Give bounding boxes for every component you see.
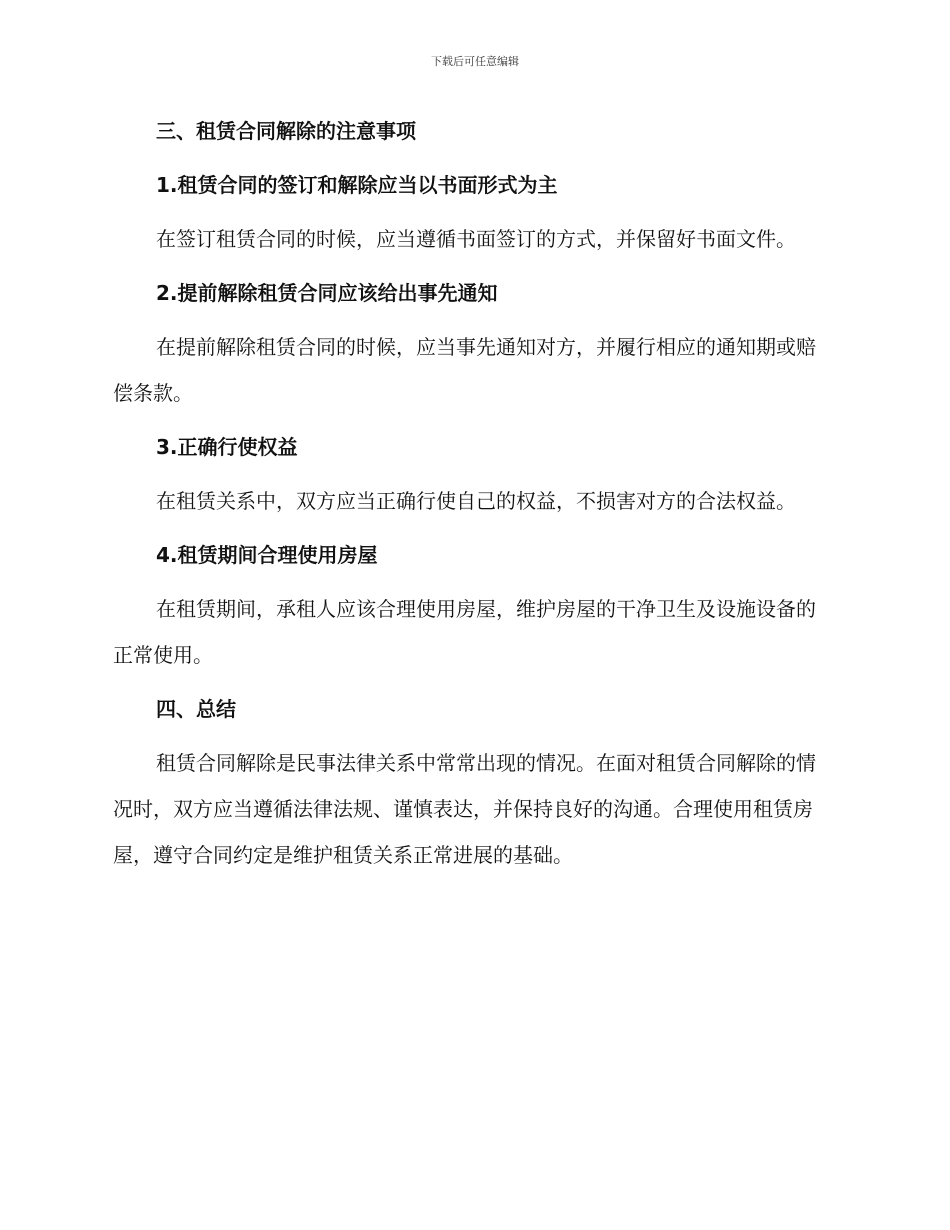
subheading-2: 2.提前解除租赁合同应该给出事先通知 bbox=[156, 281, 498, 305]
subheading-4: 4.租赁期间合理使用房屋 bbox=[156, 543, 378, 567]
header-note: 下载后可任意编辑 bbox=[431, 55, 519, 68]
paragraph-4: 在租赁期间，承租人应该合理使用房屋，维护房屋的干净卫生及设施设备的正常使用。 bbox=[113, 597, 816, 667]
section-heading-4: 四、总结 bbox=[156, 697, 236, 721]
document-body bbox=[113, 108, 833, 886]
subheading-1: 1.租赁合同的签订和解除应当以书面形式为主 bbox=[156, 173, 558, 197]
paragraph-1: 在签订租赁合同的时候，应当遵循书面签订的方式，并保留好书面文件。 bbox=[156, 227, 796, 251]
section-heading-3: 三、租赁合同解除的注意事项 bbox=[156, 119, 416, 143]
paragraph-summary: 租赁合同解除是民事法律关系中常常出现的情况。在面对租赁合同解除的情况时，双方应当遵循法律法规、谨慎表达，并保持良好的沟通。合理使用租赁房屋，遵守合同约定是维护租赁关系正常进展的基础。 bbox=[113, 751, 816, 867]
paragraph-2: 在提前解除租赁合同的时候，应当事先通知对方，并履行相应的通知期或赔偿条款。 bbox=[113, 335, 816, 405]
subheading-3: 3.正确行使权益 bbox=[156, 435, 298, 459]
paragraph-3: 在租赁关系中，双方应当正确行使自己的权益，不损害对方的合法权益。 bbox=[156, 489, 796, 513]
